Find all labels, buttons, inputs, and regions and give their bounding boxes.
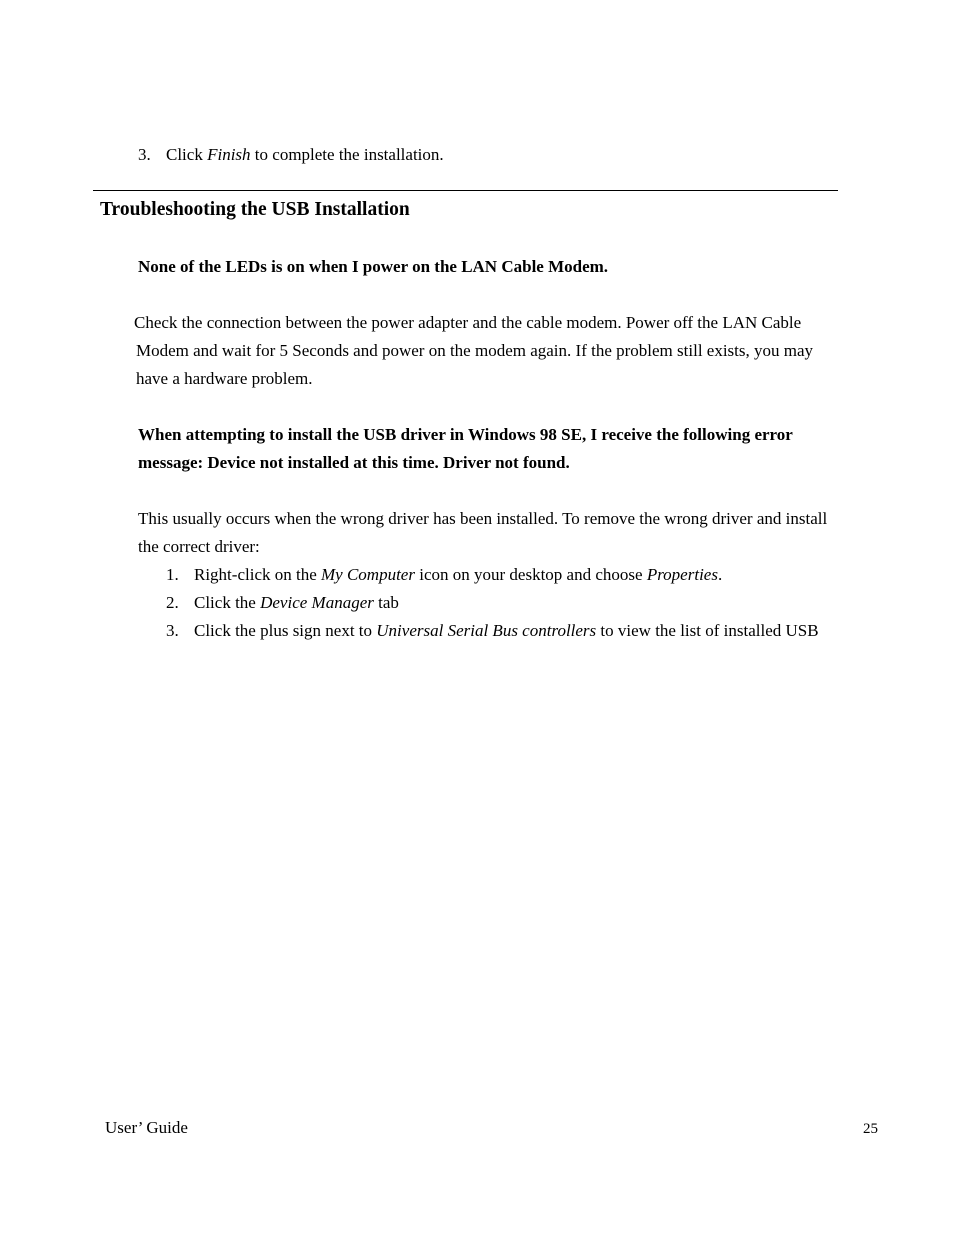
step-number: 3. [138, 145, 151, 164]
step-text-mid: icon on your desktop and choose [414, 565, 647, 584]
answer-line: have a hardware problem. [136, 369, 313, 388]
step-number: 1. [166, 565, 179, 584]
step-text-emphasis: Properties [646, 565, 718, 584]
section-title: Troubleshooting the USB Installation [100, 199, 410, 220]
step-text-emphasis: Finish [207, 145, 251, 164]
step-text-pre: Click the [194, 593, 261, 612]
section-divider [93, 190, 838, 191]
list-item [166, 561, 819, 589]
step-text-emphasis: My Computer [321, 565, 415, 584]
step-finish [138, 141, 444, 169]
question-line: When attempting to install the USB driver in Windows 98 SE, I receive the following error [138, 425, 793, 444]
list-item [166, 617, 819, 645]
faq-answer-leds [134, 309, 894, 393]
faq-question-leds: None of the LEDs is on when I power on the LAN Cable Modem. [138, 257, 609, 276]
step-number: 2. [166, 593, 179, 612]
answer-line: Check the connection between the power adapter and the cable modem. Power off the LAN Cable [134, 313, 802, 332]
step-text-post: to view the list of installed USB [596, 621, 819, 640]
step-text-post: to complete the installation. [250, 145, 444, 164]
footer-guide-label: User’ Guide [105, 1118, 188, 1137]
list-item [166, 589, 819, 617]
page-number: 25 [863, 1121, 878, 1137]
faq-question-driver-error [138, 421, 898, 477]
question-line: message: Device not installed at this time. Driver not found. [138, 453, 570, 472]
step-number: 3. [166, 621, 179, 640]
answer-line: This usually occurs when the wrong driver has been installed. To remove the wrong driver and install [138, 509, 828, 528]
step-text-pre: Click [166, 145, 208, 164]
driver-fix-steps [166, 561, 819, 645]
faq-answer-driver-error [138, 505, 908, 561]
step-text-emphasis: Device Manager [260, 593, 374, 612]
step-text-emphasis: Universal Serial Bus controllers [376, 621, 597, 640]
step-text-post: . [717, 565, 723, 584]
step-text-post: tab [373, 593, 399, 612]
answer-line: Modem and wait for 5 Seconds and power on the modem again. If the problem still exists, you may [136, 341, 814, 360]
answer-line: the correct driver: [138, 537, 260, 556]
step-text-pre: Right-click on the [194, 565, 322, 584]
step-text-pre: Click the plus sign next to [194, 621, 377, 640]
